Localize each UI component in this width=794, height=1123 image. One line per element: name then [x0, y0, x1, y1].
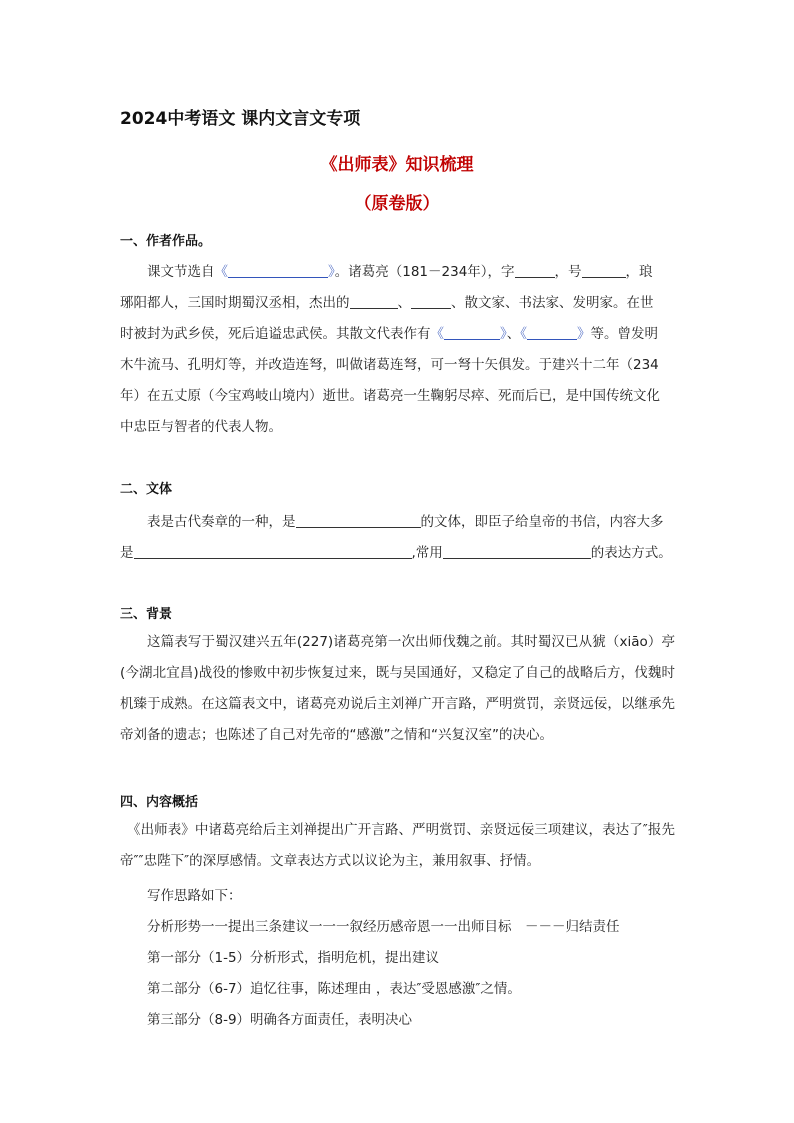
structure-part-1: 第一部分（1-5）分析形式，指明危机，提出建议 — [147, 950, 440, 966]
fill-blank[interactable] — [444, 325, 500, 340]
text-segment: ，号 — [554, 264, 582, 280]
text-segment: 》 — [328, 264, 335, 280]
section-heading-author: 一、作者作品。 — [120, 234, 212, 249]
fill-blank[interactable] — [443, 544, 591, 559]
text-segment: ，琅 — [625, 264, 653, 280]
text-segment: ,常用 — [411, 545, 443, 561]
text-segment: 是 — [120, 545, 134, 561]
text-segment: 的表达方式。 — [590, 545, 672, 561]
fill-blank[interactable] — [582, 263, 626, 278]
structure-part-2: 第二部分（6-7）追忆往事，陈述理由 ，表达″受恩感激″之情。 — [147, 981, 521, 997]
text-segment: 琊阳都人，三国时期蜀汉丞相，杰出的 — [120, 295, 350, 311]
genre-line-2 — [120, 541, 672, 561]
background-paragraph: 这篇表写于蜀汉建兴五年(227)诸葛亮第一次出师伐魏之前。其时蜀汉已从猇（xiāo）亭(今湖北宜昌)战役的惨败中初步恢复过来，既与吴国通好，又稳定了自己的战略后方，伐魏时机臻于成熟。在这篇表文中，诸葛亮劝说后主刘禅广开言路，严明赏罚，亲贤远佞，以继承先帝刘备的遗志；也陈述了自己对先帝的“感激”之情和“兴复汉室”的决心。 — [120, 634, 675, 743]
doc-series-title: 2024中考语文 课内文言文专项 — [120, 109, 361, 129]
summary-paragraph: 《出师表》中诸葛亮给后主刘禅提出广开言路、严明赏罚、亲贤远佞三项建议，表达了″报先帝″″忠陛下″的深厚感情。文章表达方式以议论为主，兼用叙事、抒情。 — [120, 822, 675, 869]
text-segment: 《 — [214, 264, 228, 280]
author-line-1 — [147, 260, 653, 280]
text-segment: 》 — [500, 326, 507, 342]
fill-blank[interactable] — [296, 513, 421, 528]
text-segment: 。诸葛亮（181－234年），字 — [334, 264, 515, 280]
fill-blank[interactable] — [515, 263, 555, 278]
text-segment: 》 — [577, 326, 591, 342]
text-segment: 《 — [520, 326, 527, 342]
text-segment: 、 — [506, 326, 521, 342]
author-line-3 — [120, 322, 658, 342]
text-segment: 等。曾发明 — [590, 326, 658, 342]
text-segment: 表是古代奏章的一种，是 — [147, 514, 296, 530]
text-segment: 《 — [430, 326, 444, 342]
text-segment: 课文节选自 — [147, 264, 215, 280]
author-line-4: 木牛流马、孔明灯等，并改造连弩，叫做诸葛连弩，可一弩十矢俱发。于建兴十二年（234 — [120, 357, 659, 373]
structure-part-3: 第三部分（8-9）明确各方面责任，表明决心 — [147, 1012, 413, 1028]
writing-idea-intro: 写作思路如下： — [147, 888, 242, 904]
author-line-2 — [120, 291, 654, 311]
fill-blank[interactable] — [228, 263, 328, 278]
genre-line-1 — [147, 510, 664, 530]
text-segment: 的文体，即臣子给皇帝的书信，内容大多 — [420, 514, 664, 530]
writing-idea-flow: 分析形势一一提出三条建议一一一叙经历感帝恩一一出师目标 －－－归结责任 — [147, 919, 620, 935]
section-heading-genre: 二、文体 — [120, 482, 173, 497]
fill-blank[interactable] — [134, 544, 412, 559]
text-segment: 、散文家、书法家、发明家。在世 — [451, 295, 654, 311]
doc-main-title: 《出师表》知识梳理 — [320, 155, 474, 175]
fill-blank[interactable] — [527, 325, 577, 340]
author-line-5: 年）在五丈原（今宝鸡岐山境内）逝世。诸葛亮一生鞠躬尽瘁、死而后已，是中国传统文化 — [120, 388, 660, 404]
text-segment: 时被封为武乡侯，死后追谥忠武侯。其散文代表作有 — [120, 326, 431, 342]
fill-blank[interactable] — [350, 294, 398, 309]
section-heading-summary: 四、内容概括 — [120, 795, 199, 810]
author-line-6: 中忠臣与智者的代表人物。 — [120, 419, 282, 435]
section-heading-background: 三、背景 — [120, 607, 173, 622]
text-segment: 、 — [397, 295, 411, 311]
fill-blank[interactable] — [411, 294, 451, 309]
doc-subtitle: （原卷版） — [354, 194, 440, 214]
